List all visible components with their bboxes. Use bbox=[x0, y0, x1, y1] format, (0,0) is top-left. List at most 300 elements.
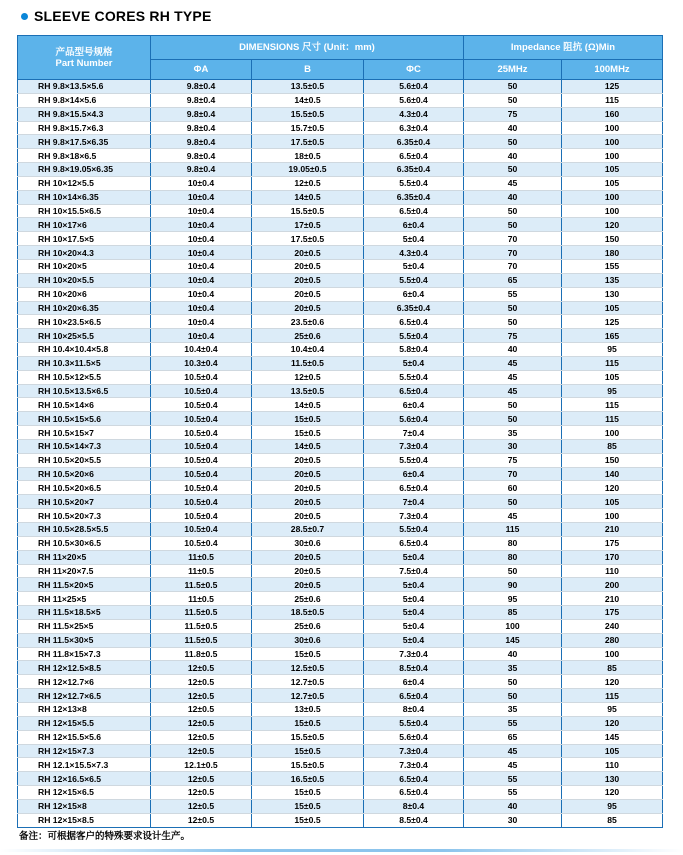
impedance-100mhz-cell: 100 bbox=[562, 190, 663, 204]
part-number-cell: RH 12×15×5.5 bbox=[18, 716, 151, 730]
b-cell: 15±0.5 bbox=[252, 426, 364, 440]
b-cell: 20±0.5 bbox=[252, 246, 364, 260]
table-row bbox=[18, 509, 663, 523]
phi-a-cell: 10.5±0.4 bbox=[151, 426, 252, 440]
phi-c-cell: 5.5±0.4 bbox=[364, 176, 464, 190]
phi-c-cell: 6.5±0.4 bbox=[364, 481, 464, 495]
b-cell: 17±0.5 bbox=[252, 218, 364, 232]
part-number-cell: RH 10.5×20×6.5 bbox=[18, 481, 151, 495]
phi-c-cell: 7.3±0.4 bbox=[364, 647, 464, 661]
part-number-cell: RH 11×20×5 bbox=[18, 550, 151, 564]
impedance-100mhz-cell: 120 bbox=[562, 716, 663, 730]
header-part-cn: 产品型号规格 bbox=[55, 46, 113, 58]
table-row bbox=[18, 121, 663, 135]
impedance-100mhz-cell: 125 bbox=[562, 315, 663, 329]
part-number-cell: RH 11×20×7.5 bbox=[18, 564, 151, 578]
impedance-25mhz-cell: 50 bbox=[464, 80, 562, 94]
part-number-cell: RH 9.8×13.5×5.6 bbox=[18, 80, 151, 94]
b-cell: 13±0.5 bbox=[252, 702, 364, 716]
part-number-cell: RH 10.5×28.5×5.5 bbox=[18, 523, 151, 537]
impedance-100mhz-cell: 150 bbox=[562, 453, 663, 467]
impedance-100mhz-cell: 105 bbox=[562, 495, 663, 509]
table-row bbox=[18, 772, 663, 786]
part-number-cell: RH 10×20×4.3 bbox=[18, 246, 151, 260]
phi-c-cell: 7.5±0.4 bbox=[364, 564, 464, 578]
impedance-25mhz-cell: 35 bbox=[464, 702, 562, 716]
phi-c-cell: 5±0.4 bbox=[364, 232, 464, 246]
impedance-25mhz-cell: 50 bbox=[464, 218, 562, 232]
phi-a-cell: 11.5±0.5 bbox=[151, 578, 252, 592]
phi-c-cell: 5.5±0.4 bbox=[364, 329, 464, 343]
part-number-cell: RH 12×16.5×6.5 bbox=[18, 772, 151, 786]
header-col-a: ΦA bbox=[151, 60, 252, 80]
phi-c-cell: 6.35±0.4 bbox=[364, 190, 464, 204]
phi-a-cell: 12±0.5 bbox=[151, 675, 252, 689]
phi-a-cell: 12±0.5 bbox=[151, 772, 252, 786]
table-row bbox=[18, 481, 663, 495]
b-cell: 18.5±0.5 bbox=[252, 606, 364, 620]
impedance-25mhz-cell: 45 bbox=[464, 370, 562, 384]
impedance-100mhz-cell: 120 bbox=[562, 675, 663, 689]
phi-c-cell: 6.5±0.4 bbox=[364, 786, 464, 800]
b-cell: 12.7±0.5 bbox=[252, 689, 364, 703]
part-number-cell: RH 10.5×15×7 bbox=[18, 426, 151, 440]
impedance-25mhz-cell: 115 bbox=[464, 523, 562, 537]
impedance-100mhz-cell: 150 bbox=[562, 232, 663, 246]
phi-c-cell: 6±0.4 bbox=[364, 218, 464, 232]
phi-c-cell: 5±0.4 bbox=[364, 259, 464, 273]
b-cell: 15±0.5 bbox=[252, 412, 364, 426]
phi-a-cell: 9.8±0.4 bbox=[151, 135, 252, 149]
part-number-cell: RH 10.5×12×5.5 bbox=[18, 370, 151, 384]
phi-a-cell: 10±0.4 bbox=[151, 259, 252, 273]
impedance-100mhz-cell: 100 bbox=[562, 204, 663, 218]
impedance-100mhz-cell: 95 bbox=[562, 799, 663, 813]
phi-c-cell: 7.3±0.4 bbox=[364, 744, 464, 758]
phi-a-cell: 9.8±0.4 bbox=[151, 80, 252, 94]
impedance-25mhz-cell: 45 bbox=[464, 758, 562, 772]
impedance-25mhz-cell: 30 bbox=[464, 813, 562, 827]
phi-c-cell: 5.6±0.4 bbox=[364, 412, 464, 426]
b-cell: 30±0.6 bbox=[252, 633, 364, 647]
impedance-100mhz-cell: 95 bbox=[562, 343, 663, 357]
table-row bbox=[18, 799, 663, 813]
phi-a-cell: 10.5±0.4 bbox=[151, 481, 252, 495]
b-cell: 15±0.5 bbox=[252, 744, 364, 758]
phi-a-cell: 10.4±0.4 bbox=[151, 343, 252, 357]
b-cell: 28.5±0.7 bbox=[252, 523, 364, 537]
impedance-100mhz-cell: 85 bbox=[562, 813, 663, 827]
b-cell: 14±0.5 bbox=[252, 190, 364, 204]
impedance-25mhz-cell: 35 bbox=[464, 661, 562, 675]
table-row bbox=[18, 93, 663, 107]
part-number-cell: RH 10.3×11.5×5 bbox=[18, 356, 151, 370]
phi-c-cell: 7.3±0.4 bbox=[364, 509, 464, 523]
part-number-cell: RH 12.1×15.5×7.3 bbox=[18, 758, 151, 772]
table-row bbox=[18, 204, 663, 218]
impedance-100mhz-cell: 110 bbox=[562, 758, 663, 772]
phi-c-cell: 4.3±0.4 bbox=[364, 107, 464, 121]
table-row bbox=[18, 647, 663, 661]
table-row bbox=[18, 273, 663, 287]
table-row bbox=[18, 744, 663, 758]
phi-a-cell: 10.5±0.4 bbox=[151, 412, 252, 426]
impedance-100mhz-cell: 105 bbox=[562, 176, 663, 190]
phi-a-cell: 11±0.5 bbox=[151, 550, 252, 564]
part-number-cell: RH 12×15×7.3 bbox=[18, 744, 151, 758]
part-number-cell: RH 10×20×5 bbox=[18, 259, 151, 273]
b-cell: 12±0.5 bbox=[252, 370, 364, 384]
impedance-25mhz-cell: 50 bbox=[464, 412, 562, 426]
phi-a-cell: 10.5±0.4 bbox=[151, 370, 252, 384]
table-row bbox=[18, 550, 663, 564]
phi-a-cell: 11.8±0.5 bbox=[151, 647, 252, 661]
impedance-25mhz-cell: 65 bbox=[464, 273, 562, 287]
b-cell: 25±0.6 bbox=[252, 592, 364, 606]
b-cell: 15±0.5 bbox=[252, 786, 364, 800]
phi-c-cell: 6.5±0.4 bbox=[364, 149, 464, 163]
table-row bbox=[18, 246, 663, 260]
b-cell: 10.4±0.4 bbox=[252, 343, 364, 357]
part-number-cell: RH 10×20×6.35 bbox=[18, 301, 151, 315]
impedance-25mhz-cell: 50 bbox=[464, 315, 562, 329]
impedance-25mhz-cell: 90 bbox=[464, 578, 562, 592]
phi-a-cell: 12±0.5 bbox=[151, 744, 252, 758]
impedance-100mhz-cell: 120 bbox=[562, 786, 663, 800]
part-number-cell: RH 12×15×8 bbox=[18, 799, 151, 813]
table-row bbox=[18, 619, 663, 633]
impedance-100mhz-cell: 105 bbox=[562, 744, 663, 758]
phi-c-cell: 6.5±0.4 bbox=[364, 315, 464, 329]
table-row bbox=[18, 107, 663, 121]
table-row bbox=[18, 176, 663, 190]
b-cell: 17.5±0.5 bbox=[252, 135, 364, 149]
impedance-100mhz-cell: 100 bbox=[562, 121, 663, 135]
section-title-text: SLEEVE CORES RH TYPE bbox=[34, 8, 212, 24]
impedance-100mhz-cell: 100 bbox=[562, 509, 663, 523]
table-row bbox=[18, 232, 663, 246]
phi-a-cell: 10.5±0.4 bbox=[151, 536, 252, 550]
bottom-divider bbox=[0, 849, 683, 852]
table-row bbox=[18, 163, 663, 177]
impedance-100mhz-cell: 115 bbox=[562, 412, 663, 426]
b-cell: 15±0.5 bbox=[252, 799, 364, 813]
impedance-25mhz-cell: 55 bbox=[464, 786, 562, 800]
table-row bbox=[18, 190, 663, 204]
impedance-100mhz-cell: 175 bbox=[562, 536, 663, 550]
table-row bbox=[18, 218, 663, 232]
phi-a-cell: 12±0.5 bbox=[151, 689, 252, 703]
phi-a-cell: 12±0.5 bbox=[151, 786, 252, 800]
phi-c-cell: 6.5±0.4 bbox=[364, 536, 464, 550]
b-cell: 23.5±0.6 bbox=[252, 315, 364, 329]
impedance-25mhz-cell: 65 bbox=[464, 730, 562, 744]
table-row bbox=[18, 453, 663, 467]
table-row bbox=[18, 758, 663, 772]
phi-a-cell: 12±0.5 bbox=[151, 661, 252, 675]
impedance-25mhz-cell: 80 bbox=[464, 536, 562, 550]
table-row bbox=[18, 301, 663, 315]
table-row bbox=[18, 606, 663, 620]
bullet-icon bbox=[21, 13, 28, 20]
table-row bbox=[18, 786, 663, 800]
part-number-cell: RH 12×12.5×8.5 bbox=[18, 661, 151, 675]
impedance-25mhz-cell: 85 bbox=[464, 606, 562, 620]
phi-a-cell: 10.5±0.4 bbox=[151, 523, 252, 537]
impedance-100mhz-cell: 155 bbox=[562, 259, 663, 273]
impedance-100mhz-cell: 100 bbox=[562, 426, 663, 440]
phi-a-cell: 10±0.4 bbox=[151, 287, 252, 301]
impedance-25mhz-cell: 40 bbox=[464, 343, 562, 357]
impedance-25mhz-cell: 40 bbox=[464, 149, 562, 163]
phi-c-cell: 5.5±0.4 bbox=[364, 370, 464, 384]
impedance-25mhz-cell: 100 bbox=[464, 619, 562, 633]
header-col-b: B bbox=[252, 60, 364, 80]
impedance-100mhz-cell: 100 bbox=[562, 135, 663, 149]
phi-a-cell: 9.8±0.4 bbox=[151, 93, 252, 107]
impedance-25mhz-cell: 50 bbox=[464, 163, 562, 177]
part-number-cell: RH 11.5×30×5 bbox=[18, 633, 151, 647]
phi-a-cell: 9.8±0.4 bbox=[151, 107, 252, 121]
part-number-cell: RH 10.5×20×6 bbox=[18, 467, 151, 481]
phi-c-cell: 7±0.4 bbox=[364, 426, 464, 440]
phi-c-cell: 5.8±0.4 bbox=[364, 343, 464, 357]
impedance-100mhz-cell: 210 bbox=[562, 592, 663, 606]
phi-a-cell: 11.5±0.5 bbox=[151, 619, 252, 633]
impedance-25mhz-cell: 50 bbox=[464, 93, 562, 107]
phi-a-cell: 11±0.5 bbox=[151, 564, 252, 578]
table-body bbox=[18, 80, 663, 828]
b-cell: 15±0.5 bbox=[252, 647, 364, 661]
header-part-en: Part Number bbox=[55, 57, 113, 69]
header-col-25mhz: 25MHz bbox=[464, 60, 562, 80]
table-row bbox=[18, 343, 663, 357]
impedance-25mhz-cell: 55 bbox=[464, 287, 562, 301]
table-row bbox=[18, 259, 663, 273]
phi-c-cell: 5±0.4 bbox=[364, 592, 464, 606]
phi-c-cell: 8±0.4 bbox=[364, 799, 464, 813]
table-row bbox=[18, 564, 663, 578]
table-row bbox=[18, 384, 663, 398]
phi-a-cell: 12±0.5 bbox=[151, 799, 252, 813]
impedance-100mhz-cell: 100 bbox=[562, 149, 663, 163]
phi-c-cell: 8±0.4 bbox=[364, 702, 464, 716]
impedance-100mhz-cell: 105 bbox=[562, 301, 663, 315]
phi-a-cell: 9.8±0.4 bbox=[151, 149, 252, 163]
phi-a-cell: 9.8±0.4 bbox=[151, 163, 252, 177]
table-row bbox=[18, 675, 663, 689]
phi-a-cell: 9.8±0.4 bbox=[151, 121, 252, 135]
part-number-cell: RH 10.5×15×5.6 bbox=[18, 412, 151, 426]
part-number-cell: RH 12×12.7×6.5 bbox=[18, 689, 151, 703]
b-cell: 15±0.5 bbox=[252, 813, 364, 827]
impedance-100mhz-cell: 145 bbox=[562, 730, 663, 744]
impedance-25mhz-cell: 50 bbox=[464, 689, 562, 703]
header-col-c: ΦC bbox=[364, 60, 464, 80]
header-part-number bbox=[18, 36, 151, 80]
b-cell: 20±0.5 bbox=[252, 287, 364, 301]
b-cell: 16.5±0.5 bbox=[252, 772, 364, 786]
impedance-25mhz-cell: 50 bbox=[464, 398, 562, 412]
table-row bbox=[18, 329, 663, 343]
impedance-100mhz-cell: 85 bbox=[562, 661, 663, 675]
header-row-top bbox=[18, 36, 663, 60]
table-row bbox=[18, 135, 663, 149]
table-row bbox=[18, 467, 663, 481]
phi-c-cell: 6.35±0.4 bbox=[364, 163, 464, 177]
table-row bbox=[18, 578, 663, 592]
part-number-cell: RH 11.5×20×5 bbox=[18, 578, 151, 592]
impedance-25mhz-cell: 50 bbox=[464, 135, 562, 149]
impedance-25mhz-cell: 145 bbox=[464, 633, 562, 647]
impedance-25mhz-cell: 70 bbox=[464, 259, 562, 273]
impedance-25mhz-cell: 95 bbox=[464, 592, 562, 606]
phi-c-cell: 5.6±0.4 bbox=[364, 730, 464, 744]
impedance-100mhz-cell: 140 bbox=[562, 467, 663, 481]
section-title bbox=[21, 8, 211, 24]
b-cell: 18±0.5 bbox=[252, 149, 364, 163]
impedance-25mhz-cell: 30 bbox=[464, 439, 562, 453]
phi-a-cell: 10±0.4 bbox=[151, 190, 252, 204]
part-number-cell: RH 12×12.7×6 bbox=[18, 675, 151, 689]
impedance-25mhz-cell: 45 bbox=[464, 744, 562, 758]
phi-c-cell: 5±0.4 bbox=[364, 633, 464, 647]
phi-c-cell: 7.3±0.4 bbox=[364, 439, 464, 453]
impedance-25mhz-cell: 55 bbox=[464, 772, 562, 786]
phi-a-cell: 10±0.4 bbox=[151, 204, 252, 218]
phi-a-cell: 12±0.5 bbox=[151, 813, 252, 827]
phi-c-cell: 7±0.4 bbox=[364, 495, 464, 509]
table-row bbox=[18, 287, 663, 301]
phi-c-cell: 5.6±0.4 bbox=[364, 93, 464, 107]
phi-c-cell: 5.5±0.4 bbox=[364, 716, 464, 730]
table-row bbox=[18, 813, 663, 827]
b-cell: 14±0.5 bbox=[252, 93, 364, 107]
phi-a-cell: 10±0.4 bbox=[151, 218, 252, 232]
impedance-25mhz-cell: 70 bbox=[464, 467, 562, 481]
impedance-25mhz-cell: 45 bbox=[464, 384, 562, 398]
b-cell: 20±0.5 bbox=[252, 273, 364, 287]
phi-c-cell: 6±0.4 bbox=[364, 287, 464, 301]
phi-a-cell: 10.5±0.4 bbox=[151, 509, 252, 523]
phi-c-cell: 6.5±0.4 bbox=[364, 384, 464, 398]
b-cell: 12.7±0.5 bbox=[252, 675, 364, 689]
impedance-25mhz-cell: 50 bbox=[464, 495, 562, 509]
table-row bbox=[18, 661, 663, 675]
part-number-cell: RH 12×13×8 bbox=[18, 702, 151, 716]
impedance-100mhz-cell: 110 bbox=[562, 564, 663, 578]
impedance-25mhz-cell: 40 bbox=[464, 190, 562, 204]
b-cell: 15.5±0.5 bbox=[252, 204, 364, 218]
part-number-cell: RH 10×25×5.5 bbox=[18, 329, 151, 343]
table-row bbox=[18, 439, 663, 453]
impedance-100mhz-cell: 130 bbox=[562, 772, 663, 786]
part-number-cell: RH 9.8×17.5×6.35 bbox=[18, 135, 151, 149]
impedance-25mhz-cell: 80 bbox=[464, 550, 562, 564]
table-row bbox=[18, 495, 663, 509]
part-number-cell: RH 10.5×30×6.5 bbox=[18, 536, 151, 550]
phi-c-cell: 6±0.4 bbox=[364, 467, 464, 481]
impedance-100mhz-cell: 165 bbox=[562, 329, 663, 343]
phi-a-cell: 10±0.4 bbox=[151, 273, 252, 287]
phi-c-cell: 6.5±0.4 bbox=[364, 204, 464, 218]
impedance-100mhz-cell: 115 bbox=[562, 689, 663, 703]
impedance-100mhz-cell: 170 bbox=[562, 550, 663, 564]
impedance-100mhz-cell: 105 bbox=[562, 163, 663, 177]
impedance-25mhz-cell: 45 bbox=[464, 509, 562, 523]
b-cell: 20±0.5 bbox=[252, 453, 364, 467]
b-cell: 20±0.5 bbox=[252, 259, 364, 273]
phi-c-cell: 8.5±0.4 bbox=[364, 813, 464, 827]
table-row bbox=[18, 356, 663, 370]
impedance-100mhz-cell: 135 bbox=[562, 273, 663, 287]
phi-c-cell: 6.3±0.4 bbox=[364, 121, 464, 135]
part-number-cell: RH 10×20×5.5 bbox=[18, 273, 151, 287]
impedance-100mhz-cell: 200 bbox=[562, 578, 663, 592]
phi-a-cell: 10±0.4 bbox=[151, 176, 252, 190]
impedance-100mhz-cell: 120 bbox=[562, 218, 663, 232]
impedance-25mhz-cell: 40 bbox=[464, 799, 562, 813]
impedance-100mhz-cell: 95 bbox=[562, 384, 663, 398]
phi-a-cell: 10.5±0.4 bbox=[151, 495, 252, 509]
impedance-25mhz-cell: 60 bbox=[464, 481, 562, 495]
b-cell: 30±0.6 bbox=[252, 536, 364, 550]
sleeve-cores-table bbox=[17, 35, 663, 828]
phi-a-cell: 10.5±0.4 bbox=[151, 398, 252, 412]
impedance-100mhz-cell: 95 bbox=[562, 702, 663, 716]
table-row bbox=[18, 702, 663, 716]
table-row bbox=[18, 633, 663, 647]
impedance-25mhz-cell: 55 bbox=[464, 716, 562, 730]
impedance-100mhz-cell: 115 bbox=[562, 398, 663, 412]
b-cell: 15.5±0.5 bbox=[252, 758, 364, 772]
header-col-100mhz: 100MHz bbox=[562, 60, 663, 80]
table-row bbox=[18, 592, 663, 606]
phi-c-cell: 5±0.4 bbox=[364, 356, 464, 370]
impedance-25mhz-cell: 40 bbox=[464, 647, 562, 661]
phi-c-cell: 5.5±0.4 bbox=[364, 453, 464, 467]
impedance-25mhz-cell: 70 bbox=[464, 232, 562, 246]
impedance-25mhz-cell: 50 bbox=[464, 301, 562, 315]
table-row bbox=[18, 412, 663, 426]
impedance-100mhz-cell: 240 bbox=[562, 619, 663, 633]
b-cell: 13.5±0.5 bbox=[252, 80, 364, 94]
phi-c-cell: 5.6±0.4 bbox=[364, 80, 464, 94]
part-number-cell: RH 10.5×20×7.3 bbox=[18, 509, 151, 523]
phi-a-cell: 10.5±0.4 bbox=[151, 467, 252, 481]
phi-a-cell: 12±0.5 bbox=[151, 716, 252, 730]
part-number-cell: RH 10×17.5×5 bbox=[18, 232, 151, 246]
table-row bbox=[18, 536, 663, 550]
impedance-100mhz-cell: 120 bbox=[562, 481, 663, 495]
header-dimensions: DIMENSIONS 尺寸 (Unit：mm) bbox=[151, 36, 464, 60]
b-cell: 12±0.5 bbox=[252, 176, 364, 190]
table-row bbox=[18, 315, 663, 329]
part-number-cell: RH 10×20×6 bbox=[18, 287, 151, 301]
table-row bbox=[18, 398, 663, 412]
phi-a-cell: 10.3±0.4 bbox=[151, 356, 252, 370]
part-number-cell: RH 10.4×10.4×5.8 bbox=[18, 343, 151, 357]
table-row bbox=[18, 523, 663, 537]
b-cell: 20±0.5 bbox=[252, 301, 364, 315]
part-number-cell: RH 9.8×19.05×6.35 bbox=[18, 163, 151, 177]
b-cell: 11.5±0.5 bbox=[252, 356, 364, 370]
b-cell: 20±0.5 bbox=[252, 481, 364, 495]
phi-c-cell: 5±0.4 bbox=[364, 619, 464, 633]
part-number-cell: RH 10.5×20×5.5 bbox=[18, 453, 151, 467]
part-number-cell: RH 12×15×6.5 bbox=[18, 786, 151, 800]
impedance-25mhz-cell: 50 bbox=[464, 675, 562, 689]
